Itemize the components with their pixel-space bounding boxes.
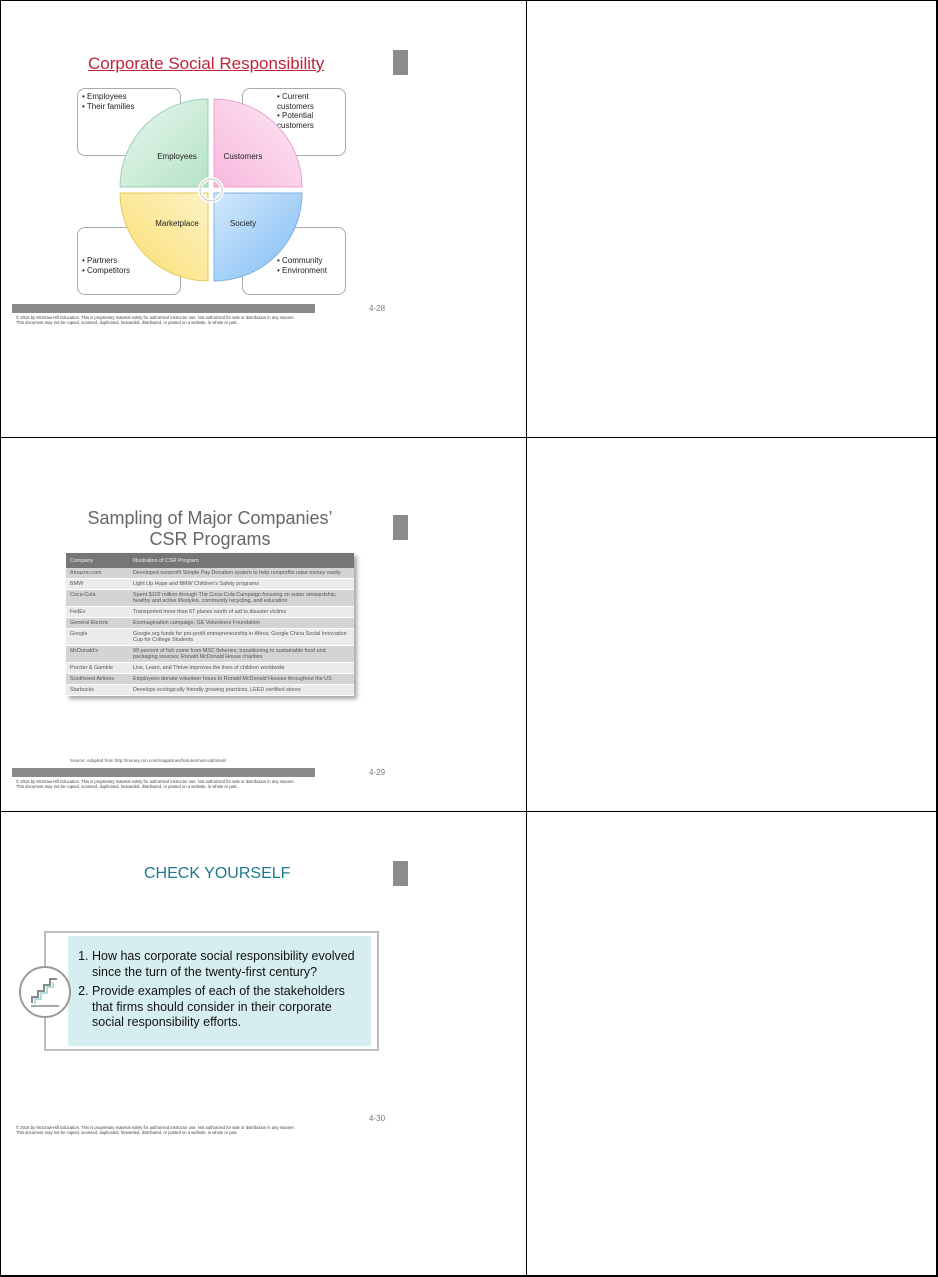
company-cell: Google (66, 629, 129, 646)
copyright-line: This document may not be copied, scanned, duplicated, forwarded, distributed, or posted on a website, in whole or part. (16, 1130, 238, 1136)
program-cell: Ecomagination campaign, GE Volunteers Foundation (129, 618, 354, 629)
company-cell: BMW (66, 579, 129, 590)
table-row (66, 674, 354, 685)
slide-csr-stakeholders (0, 0, 526, 437)
page-number: 4-28 (369, 304, 386, 313)
table-row (66, 618, 354, 629)
copyright-line: © 2016 by McGraw-Hill Education. This is proprietary material solely for authorized instructor use. Not authorized for sale or distribution in any manner. (16, 315, 295, 320)
program-cell: Spent $102 million through The Coca-Cola Campaign focusing on water stewardship, healthy and active lifestyles, community recycling, and education (129, 590, 354, 607)
quadrant-label-marketplace: Marketplace (155, 219, 199, 228)
quadrant-label-employees: Employees (157, 152, 197, 161)
slide-title: Corporate Social Responsibility (88, 54, 325, 73)
copyright-notice (16, 1125, 295, 1135)
slide-csr-programs (0, 438, 526, 811)
footer-bar (12, 768, 315, 777)
company-cell: Amazon.com (66, 568, 129, 579)
slide-title (60, 508, 360, 550)
column-header: Illustration of CSR Program (129, 553, 354, 568)
table-row (66, 568, 354, 579)
stakeholder-circle-diagram (118, 97, 304, 285)
question-list-panel (68, 936, 371, 1046)
copyright-line: © 2016 by McGraw-Hill Education. This is proprietary material solely for authorized instructor use. Not authorized for sale or distribution in any manner. (16, 779, 295, 784)
table-row (66, 663, 354, 674)
bullet-item: • Environment (277, 266, 345, 276)
question-item: 2. Provide examples of each of the stakeholders that firms should consider in their corporate social responsibility efforts. (92, 984, 365, 1031)
slide-title: CHECK YOURSELF (144, 865, 291, 882)
bullet-item: • Partners (82, 256, 180, 266)
slide-title-line: CSR Programs (149, 529, 271, 549)
quadrant-label-customers: Customers (223, 152, 263, 161)
page-number: 4-30 (369, 1114, 386, 1123)
footer-bar (12, 304, 315, 313)
source-note: Source: Adapted from http://money.cnn.com/magazines/fortune/most-admired/. (70, 758, 227, 763)
copyright-notice (16, 779, 295, 789)
company-cell: Starbucks (66, 685, 129, 696)
staircase-icon (19, 966, 71, 1018)
program-cell: Developed nonprofit Simple Pay Donation system to help nonprofits raise money easily (129, 568, 354, 579)
table-row (66, 629, 354, 646)
staircase-glyph (21, 968, 69, 1016)
copyright-line: This document may not be copied, scanned, duplicated, forwarded, distributed, or posted on a website, in whole or part. (16, 320, 238, 326)
slide-marker (393, 861, 408, 886)
program-cell: Employees donate volunteer hours to Ronald McDonald Houses throughout the US (129, 674, 354, 685)
table-row (66, 579, 354, 590)
bullet-item: • Potential customers (277, 111, 345, 130)
program-cell: Google.org funds for pro-profit entrepreneurship in Africa; Google China Social Innovation Cup for College Students (129, 629, 354, 646)
program-cell: 99 percent of fish come from MSC fisheries; transitioning to sustainable food and packaging sources; Ronald McDonald House charities (129, 646, 354, 663)
company-cell: FedEx (66, 607, 129, 618)
company-cell: Coca-Cola (66, 590, 129, 607)
company-cell: General Electric (66, 618, 129, 629)
program-cell: Develops ecologically friendly growing practices, LEED certified stores (129, 685, 354, 696)
table-row (66, 685, 354, 696)
program-cell: Transported more than 67 planes worth of aid to disaster victims (129, 607, 354, 618)
slide-marker (393, 50, 408, 75)
quadrant-employees (120, 99, 208, 187)
notes-area-2[interactable] (527, 438, 936, 811)
slide-marker (393, 515, 408, 540)
quadrant-customers (214, 99, 302, 187)
notes-area-1[interactable] (527, 1, 936, 437)
company-cell: McDonald's (66, 646, 129, 663)
notes-area-3[interactable] (527, 812, 936, 1275)
copyright-line: This document may not be copied, scanned, duplicated, forwarded, distributed, or posted on a website, in whole or part. (16, 784, 238, 790)
quadrant-marketplace (120, 193, 208, 281)
company-cell: Procter & Gamble (66, 663, 129, 674)
slide-check-yourself (0, 812, 526, 1275)
question-item: 1. How has corporate social responsibility evolved since the turn of the twenty-first century? (92, 949, 365, 980)
bullet-item: • Community (277, 256, 345, 266)
company-cell: Southwest Airlines (66, 674, 129, 685)
table-header-row (66, 553, 354, 568)
table-row (66, 646, 354, 663)
copyright-notice (16, 315, 295, 325)
program-cell: Light Up Hope and BMW Children's Safety programs (129, 579, 354, 590)
bullet-item: • Competitors (82, 266, 180, 276)
bullet-item: • Their families (82, 102, 180, 112)
bullet-item: • Current customers (277, 92, 345, 111)
slide-title-line: Sampling of Major Companies’ (87, 508, 333, 528)
page-number: 4-29 (369, 768, 386, 777)
quadrant-society (214, 193, 302, 281)
program-cell: Live, Learn, and Thrive improves the lives of children worldwide (129, 663, 354, 674)
table-row (66, 607, 354, 618)
column-header: Company (66, 553, 129, 568)
bullet-item: • Employees (82, 92, 180, 102)
csr-programs-table (66, 553, 354, 696)
quadrant-label-society: Society (229, 219, 257, 228)
table-row (66, 590, 354, 607)
copyright-line: © 2016 by McGraw-Hill Education. This is proprietary material solely for authorized instructor use. Not authorized for sale or distribution in any manner. (16, 1125, 295, 1130)
